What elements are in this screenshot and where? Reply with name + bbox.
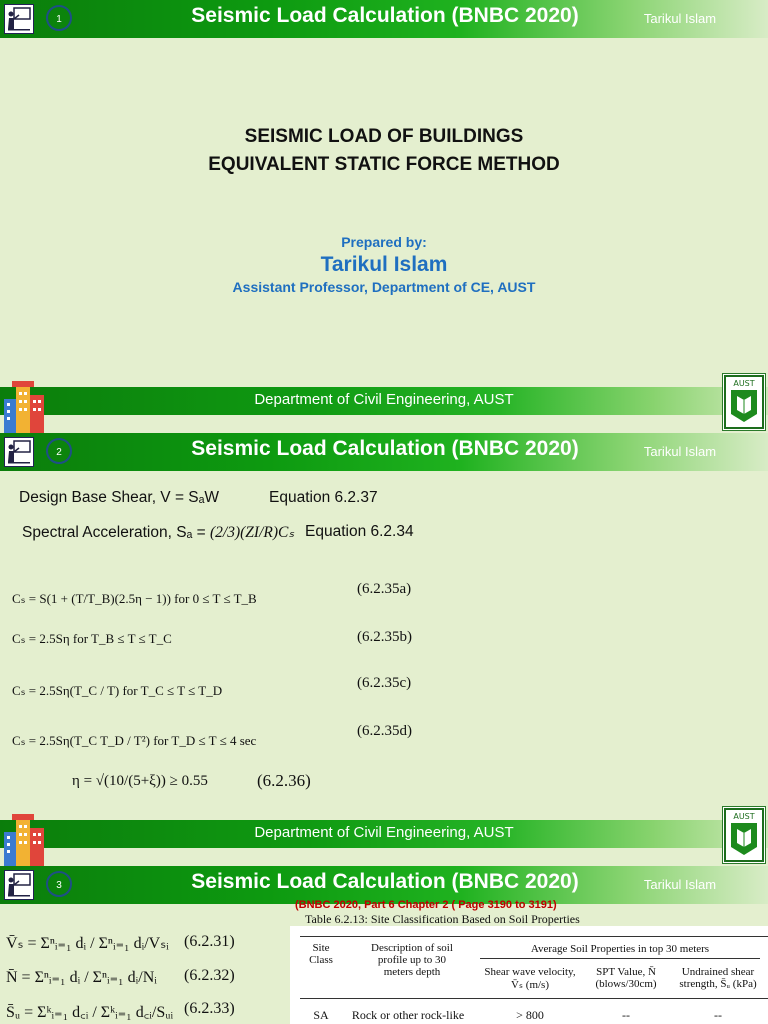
table-header-shear-wave: Shear wave velocity, V̄ₛ (m/s) — [484, 966, 576, 991]
slide-3 — [0, 866, 768, 1024]
slide-title-line2: EQUIVALENT STATIC FORCE METHOD — [208, 154, 560, 175]
presenter-name: Tarikul Islam — [320, 253, 448, 276]
city-buildings-icon — [2, 377, 46, 433]
slide-2 — [0, 433, 768, 866]
equation-6-2-31: V̄ₛ = Σⁿᵢ₌₁ dᵢ / Σⁿᵢ₌₁ dᵢ/Vₛᵢ (6.2.31) — [6, 933, 235, 952]
equation-6-2-35c: Cₛ = 2.5Sη(T_C / T) for T_C ≤ T ≤ T_D — [12, 683, 223, 698]
equation-6-2-35b: Cₛ = 2.5Sη for T_B ≤ T ≤ T_C — [12, 631, 172, 646]
table-header-undrained: Undrained shear strength, S̄ᵤ (kPa) — [679, 966, 757, 990]
equation-6-2-35d: Cₛ = 2.5Sη(T_C T_D / T²) for T_D ≤ T ≤ 4 sec — [12, 733, 257, 748]
design-base-shear-eq: Equation 6.2.37 — [269, 489, 378, 506]
slide-number: 3 — [46, 871, 72, 897]
prepared-by-label: Prepared by: — [341, 234, 427, 250]
table-header-description: Description of soil profile up to 30 meters depth — [371, 942, 453, 978]
spectral-acceleration-label: Spectral Acceleration, Sₐ = (2/3)(ZI/R)Cₛ — [22, 524, 295, 541]
table-header-site: Site Class — [309, 942, 333, 966]
eta-label: (6.2.36) — [257, 771, 311, 790]
slide-footer — [0, 387, 768, 415]
svg-text:AUST: AUST — [733, 812, 755, 821]
table-cell-undrained: -- — [714, 1008, 722, 1022]
slide-1 — [0, 0, 768, 433]
equation-label: (6.2.35c) — [357, 675, 412, 691]
aust-logo-icon — [722, 373, 766, 431]
table-cell-shear-wave: > 800 — [516, 1008, 544, 1022]
footer-text: Department of Civil Engineering, AUST — [254, 391, 514, 408]
spectral-acceleration-eq: Equation 6.2.34 — [305, 523, 414, 540]
header-author: Tarikul Islam — [643, 877, 717, 892]
equation-label: (6.2.35b) — [357, 629, 412, 645]
presenter-icon — [4, 870, 34, 900]
table-header-spt: SPT Value, N̄ (blows/30cm) — [595, 966, 657, 990]
slide-number: 2 — [46, 438, 72, 464]
header-author: Tarikul Islam — [643, 444, 717, 459]
slide-header-title: Seismic Load Calculation (BNBC 2020) — [191, 4, 579, 27]
presenter-icon — [4, 437, 34, 467]
eta-formula: η = √(10/(5+ξ)) ≥ 0.55 — [72, 773, 208, 789]
presenter-affiliation: Assistant Professor, Department of CE, AUST — [232, 279, 536, 295]
table-cell-description: Rock or other rock-like — [351, 1008, 465, 1022]
equation-label: (6.2.35a) — [357, 581, 412, 597]
slide-header-title: Seismic Load Calculation (BNBC 2020) — [191, 870, 579, 893]
equation-6-2-32: N̄ = Σⁿᵢ₌₁ dᵢ / Σⁿᵢ₌₁ dᵢ/Nᵢ (6.2.32) — [6, 967, 235, 986]
table-caption: Table 6.2.13: Site Classification Based on Soil Properties — [305, 912, 580, 926]
equation-label: (6.2.35d) — [357, 723, 412, 739]
slide-header — [0, 0, 768, 38]
slide-footer — [0, 820, 768, 848]
city-buildings-icon — [2, 810, 46, 866]
svg-text:AUST: AUST — [733, 379, 755, 388]
equation-6-2-33: S̄ᵤ = Σᵏᵢ₌₁ d꜀ᵢ / Σᵏᵢ₌₁ d꜀ᵢ/Sᵤᵢ (6.2.33) — [6, 1000, 235, 1021]
table-header-group: Average Soil Properties in top 30 meters — [530, 943, 710, 955]
header-author: Tarikul Islam — [643, 11, 717, 26]
table-cell-site: SA — [313, 1008, 329, 1022]
spectral-acceleration-formula: (2/3)(ZI/R)Cₛ — [210, 524, 295, 541]
footer-text: Department of Civil Engineering, AUST — [254, 824, 514, 841]
table-cell-spt: -- — [622, 1008, 630, 1022]
aust-logo-icon — [722, 806, 766, 864]
equation-6-2-35a: Cₛ = S(1 + (T/T_B)(2.5η − 1)) for 0 ≤ T ≤ T_B — [12, 591, 257, 606]
site-classification-table — [290, 926, 768, 1024]
bnbc-reference: (BNBC 2020, Part 6 Chapter 2 ( Page 3190 to 3191) — [295, 899, 557, 911]
slide-header — [0, 433, 768, 471]
slide-title-line1: SEISMIC LOAD OF BUILDINGS — [244, 126, 524, 147]
design-base-shear: Design Base Shear, V = SₐW — [19, 489, 220, 506]
slide-number: 1 — [46, 5, 72, 31]
presenter-icon — [4, 4, 34, 34]
slide-header-title: Seismic Load Calculation (BNBC 2020) — [191, 437, 579, 460]
